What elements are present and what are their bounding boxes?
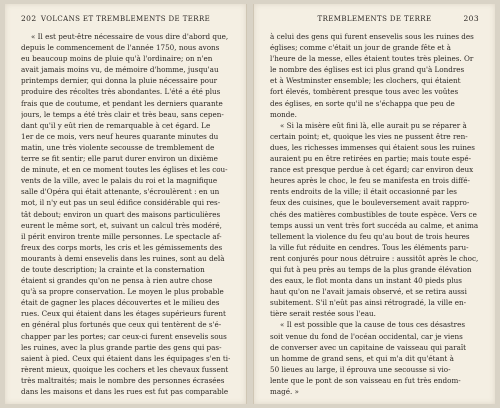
text-line: qu'à sa propre conservation. Le moyen le plus probable — [21, 287, 224, 297]
text-line: auraient pu en être retirées en partie; mais toute espé- — [270, 154, 472, 164]
right-page-body — [270, 31, 479, 397]
text-line: temps aussi un vent très fort succéda au calme, et anima — [270, 220, 479, 230]
text-line: rèrent mieux, quoique les cochers et les chevaux fussent — [21, 364, 229, 374]
right-page-number: 203 — [463, 14, 479, 23]
left-running-title: VOLCANS ET TREMBLEMENTS DE TERRE — [40, 15, 211, 23]
text-line: 50 lieues au large, il éprouva une secousse si vio- — [270, 364, 451, 374]
text-line: tât debout; environ un quart des maisons particulières — [21, 209, 221, 219]
paragraph — [21, 31, 230, 397]
text-line: depuis le commencement de l'année 1750, nous avons — [21, 43, 220, 53]
text-line: à celui des gens qui furent ensevelis sous les ruines des — [270, 32, 474, 41]
paragraph — [270, 120, 479, 320]
text-line: en général plus fortunés que ceux qui tentèrent de s'é- — [21, 320, 222, 330]
left-running-head — [21, 14, 230, 23]
text-line: tellement la violence du feu qu'au bout de trois heures — [270, 231, 470, 241]
text-line: heures après le choc, le feu se manifesta en trois diffé- — [270, 176, 470, 186]
text-line: il périt environ trente mille personnes. Le spectacle af- — [21, 231, 222, 241]
paragraph — [270, 319, 479, 397]
text-line: dues, les richesses immenses qui étaient sous les ruines — [270, 142, 475, 152]
right-running-head — [270, 14, 479, 23]
text-line: terre se fit sentir; elle parut durer environ un dixième — [21, 154, 218, 164]
text-line: la ville fut réduite en cendres. Tous les éléments paru- — [270, 242, 469, 252]
text-line: de minute, et en ce moment toutes les églises et les cou- — [21, 165, 228, 175]
text-line: rents endroits de la ville; il était occasionné par les — [270, 187, 457, 197]
text-line: soit venue du fond de l'océan occidental, car je viens — [270, 331, 463, 341]
paragraph — [270, 31, 479, 120]
text-line: les ruines, avec la plus grande partie des gens qui pas- — [21, 342, 222, 352]
text-line: « Il est possible que la cause de tous ces désastres — [280, 320, 466, 330]
text-line: freux des corps morts, les cris et les gémissements des — [21, 242, 223, 252]
text-line: frais que de coutume, et pendant les derniers quarante — [21, 98, 223, 108]
text-line: eu beaucoup moins de pluie qu'à l'ordinaire; on n'en — [21, 54, 213, 64]
text-line: avait jamais moins vu, de mémoire d'homme, jusqu'au — [21, 65, 219, 75]
text-line: subitement. S'il n'eût pas ainsi rétrogradé, la ville en- — [270, 298, 467, 308]
text-line: saient à pied. Ceux qui étaient dans les équipages s'en ti- — [21, 353, 230, 363]
text-line: des eaux, le flot monta dans un instant 40 pieds plus — [270, 276, 462, 286]
text-line: eurent le même sort, et, suivant un calcul très modéré, — [21, 220, 222, 230]
right-page — [253, 4, 495, 404]
text-line: fort élevés, tombèrent presque tous avec les voûtes — [270, 87, 459, 97]
text-line: était de gagner les places découvertes et le milieu des — [21, 298, 220, 308]
text-line: des églises, en sorte qu'il ne s'échappa que peu de — [270, 98, 455, 108]
left-page-number: 202 — [21, 14, 37, 23]
text-line: vents de la ville, avec le palais du roi et la magnifique — [21, 176, 218, 186]
text-line: rues. Ceux qui étaient dans les étages supérieurs furent — [21, 309, 226, 319]
text-line: monde. — [270, 109, 297, 119]
text-line: salle d'Opéra qui était attenante, s'écroulèrent : en un — [21, 187, 220, 197]
text-line: rance est presque perdue à cet égard; car environ deux — [270, 165, 474, 175]
text-line: 1er de ce mois, vers neuf heures quarante minutes du — [21, 131, 219, 141]
text-line: chapper par les portes; car ceux-ci furent ensevelis sous — [21, 331, 227, 341]
text-line: printemps dernier, qui donna la pluie nécessaire pour — [21, 76, 218, 86]
text-line: un homme de grand sens, et qui m'a dit qu'étant à — [270, 353, 454, 363]
right-running-title: TREMBLEMENTS DE TERRE — [317, 15, 432, 23]
text-line: dant qu'il y eût rien de remarquable à cet égard. Le — [21, 120, 211, 130]
text-line: rent conjurés pour nous détruire : aussitôt après le choc, — [270, 253, 479, 263]
text-line: produire des récoltes très abondantes. L'été a été plus — [21, 87, 221, 97]
text-line: haut qu'on ne l'avait jamais observé, et se retira aussi — [270, 287, 467, 297]
text-line: certain point; et, quoique les vies ne pussent être ren- — [270, 131, 468, 141]
text-line: magé. » — [270, 387, 299, 396]
text-line: jours, le temps a été très clair et très beau, sans cepen- — [21, 109, 224, 119]
text-line: lente que le pont de son vaisseau en fut très endom- — [270, 375, 461, 385]
text-line: qui fut à peu près au temps de la plus grande élévation — [270, 264, 472, 274]
text-line: chés des matières combustibles de toute espèce. Vers ce — [270, 209, 477, 219]
text-line: « Si la misère eût fini là, elle aurait pu se réparer à — [280, 120, 467, 130]
text-line: le nombre des églises est ici plus grand qu'à Londres — [270, 65, 465, 75]
text-line: de toute description; la crainte et la consternation — [21, 264, 205, 274]
text-line: l'heure de la messe, elles étaient toutes très pleines. Or — [270, 54, 474, 64]
text-line: « Il est peut-être nécessaire de vous dire d'abord que, — [31, 32, 229, 41]
text-line: feux des cuisines, que le bouleversement avait rappro- — [270, 198, 470, 208]
text-line: églises; comme c'était un jour de grande fête et à — [270, 43, 451, 53]
text-line: tière serait restée sous l'eau. — [270, 309, 376, 319]
left-page-body — [21, 31, 230, 397]
text-line: de converser avec un capitaine de vaisseau qui paraît — [270, 342, 467, 352]
left-page — [5, 4, 247, 404]
text-line: mourants à demi ensevelis dans les ruines, sont au delà — [21, 253, 225, 263]
text-line: très maltraités; mais le nombre des personnes écrasées — [21, 375, 225, 385]
text-line: étaient si grandes qu'on ne pensa à rien autre chose — [21, 276, 213, 286]
text-line: mot, il n'y eut pas un seul édifice considérable qui res- — [21, 198, 221, 208]
text-line: matin, une très violente secousse de tremblement de — [21, 142, 215, 152]
text-line: dans les maisons et dans les rues est fut pas comparable — [21, 387, 229, 396]
text-line: et à Westminster ensemble; les clochers, qui étaient — [270, 76, 461, 86]
